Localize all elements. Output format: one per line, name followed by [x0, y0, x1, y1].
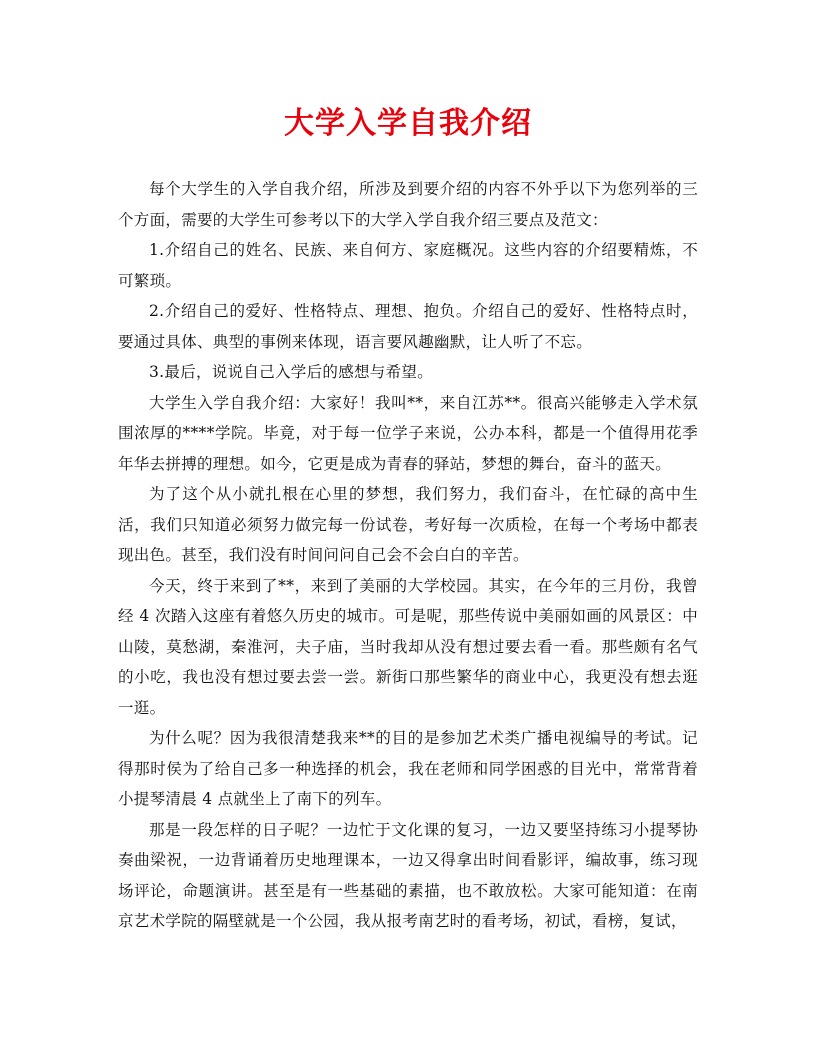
paragraph-point-1: 1.介绍自己的姓名、民族、来自何方、家庭概况。这些内容的介绍要精炼，不可繁琐。: [118, 241, 698, 290]
document-body: [118, 174, 698, 937]
paragraph-sample-greeting: 大学生入学自我介绍：大家好！我叫**，来自江苏**。很高兴能够走入学术氛围浓厚的****学院。毕竟，对于每一位学子来说，公办本科，都是一个值得用花季年华去拼搏的理想。如今，它更是成为青春的驿站，梦想的舞台，奋斗的蓝天。: [118, 393, 698, 473]
document-title: 大学入学自我介绍: [284, 106, 532, 141]
paragraph-sample-arrival: 今天，终于来到了**，来到了美丽的大学校园。其实，在今年的三月份，我曾经 4 次踏入这座有着悠久历史的城市。可是呢，那些传说中美丽如画的风景区：中山陵，莫愁湖，秦淮河，夫子庙，当时我却从没有想过要去看一看。那些颇有名气的小吃，我也没有想过要去尝一尝。新街口那些繁华的商业中心，我更没有想去逛一逛。: [118, 576, 698, 717]
paragraph-sample-reason: 为什么呢？因为我很清楚我来**的目的是参加艺术类广播电视编导的考试。记得那时侯为了给自己多一种选择的机会，我在老师和同学困惑的目光中，常常背着小提琴清晨 4 点就坐上了南下的列车。: [118, 729, 698, 808]
paragraph-point-2: 2.介绍自己的爱好、性格特点、理想、抱负。介绍自己的爱好、性格特点时，要通过具体、典型的事例来体现，语言要风趣幽默，让人听了不忘。: [118, 302, 698, 351]
paragraph-point-3: 3.最后，说说自己入学后的感想与希望。: [149, 363, 433, 381]
paragraph-sample-dream: 为了这个从小就扎根在心里的梦想，我们努力，我们奋斗，在忙碌的高中生活，我们只知道必须努力做完每一份试卷，考好每一次质检，在每一个考场中都表现出色。甚至，我们没有时间问问自己会不会白白的辛苦。: [118, 485, 698, 564]
paragraph-sample-days: 那是一段怎样的日子呢？一边忙于文化课的复习，一边又要坚持练习小提琴协奏曲梁祝，一边背诵着历史地理课本，一边又得拿出时间看影评，编故事，练习现场评论，命题演讲。甚至是有一些基础的素描，也不敢放松。大家可能知道：在南京艺术学院的隔壁就是一个公园，我从报考南艺时的看考场，初试，看榜，复试，: [118, 820, 698, 930]
paragraph-intro: 每个大学生的入学自我介绍，所涉及到要介绍的内容不外乎以下为您列举的三个方面，需要的大学生可参考以下的大学入学自我介绍三要点及范文：: [118, 180, 698, 229]
